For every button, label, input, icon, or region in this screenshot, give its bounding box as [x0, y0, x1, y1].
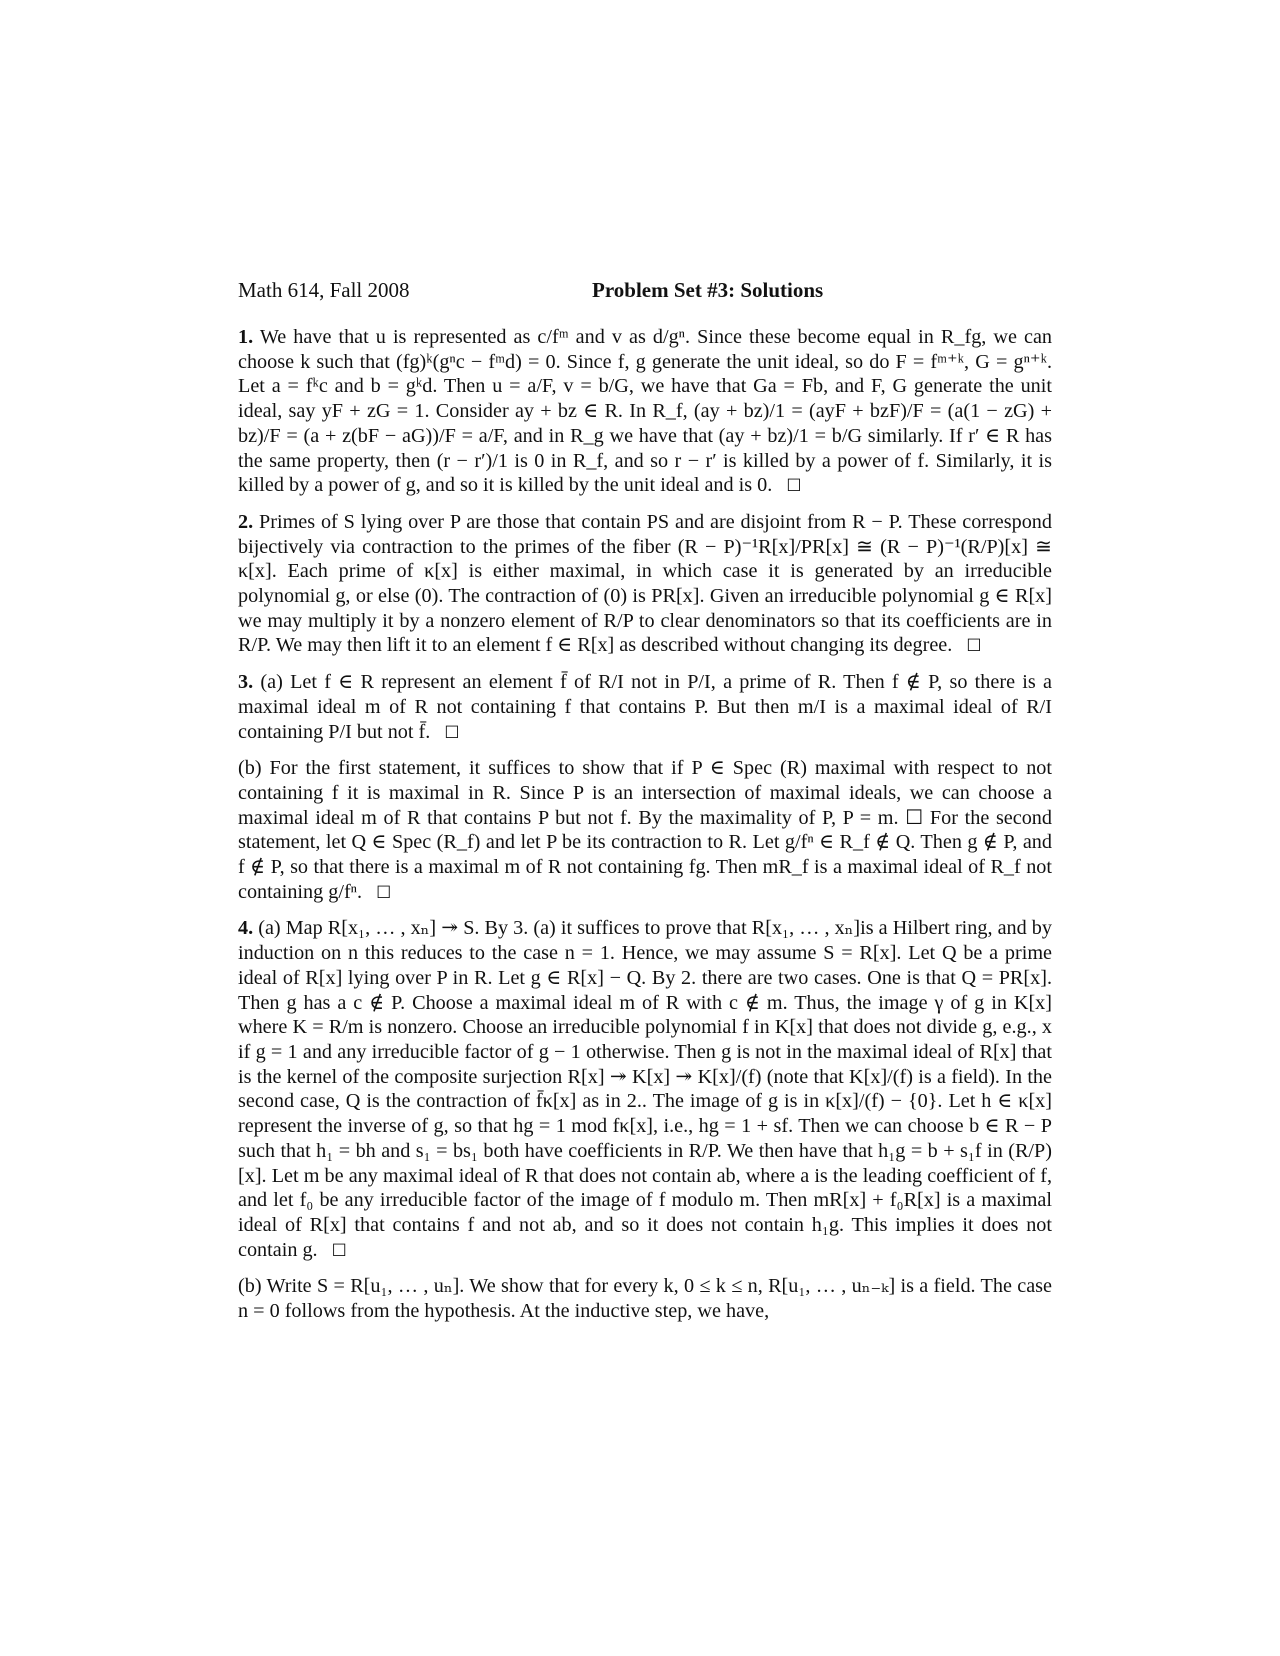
- problem-1: [238, 325, 1052, 499]
- problem-text: (a) Map R[x₁, … , xₙ] ↠ S. By 3. (a) it suffices to prove that R[x₁, … , xₙ]is a Hilbert ring, and by induction on n this reduces to the case n = 1. Hence, we may assume S = R[x]. Let Q be a prime ideal of R[x] lying over P in R. Let g ∈ R[x] − Q. By 2. there are two cases. One is that Q = PR[x]. Then g has a c ∉ P. Choose a maximal ideal m of R with c ∉ m. Thus, the image γ of g in K[x] where K = R/m is nonzero. Choose an irreducible polynomial f in K[x] that does not divide g, e.g., x if g = 1 and any irreducible factor of g − 1 otherwise. Then g is not in the maximal ideal of R[x] that is the kernel of the composite surjection R[x] ↠ K[x] ↠ K[x]/(f) (note that K[x]/(f) is a field). In the second case, Q is the contraction of f̄κ[x] as in 2.. The image of g is in κ[x]/(f) − {0}. Let h ∈ κ[x] represent the inverse of g, so that hg = 1 mod fκ[x], i.e., hg = 1 + sf. Then we can choose b ∈ R − P such that h₁ = bh and s₁ = bs₁ both have coefficients in R/P. We then have that h₁g = b + s₁f in (R/P)[x]. Let m be any maximal ideal of R that does not contain ab, where a is the leading coefficient of f, and let f₀ be any irreducible factor of the image of f modulo m. Then mR[x] + f₀R[x] is a maximal ideal of R[x] that contains f and not ab, and so it does not contain h₁g. This implies it does not contain g.: [238, 917, 1052, 1261]
- problem-number: 4.: [238, 917, 254, 940]
- problem-3b: [238, 756, 1052, 905]
- qed-icon: ☐: [331, 1240, 347, 1261]
- problem-text: (b) For the first statement, it suffices to show that if P ∈ Spec (R) maximal with respect to not containing f it is maximal in R. Since P is an intersection of maximal ideals, we can choose a maximal ideal m of R that contains P but not f. By the maximality of P, P = m. ☐ For the second statement, let Q ∈ Spec (R_f) and let P be its contraction to R. Let g/fⁿ ∈ R_f ∉ Q. Then g ∉ P, and f ∉ P, so that there is a maximal m of R not containing fg. Then mR_f is a maximal ideal of R_f not containing g/fⁿ.: [238, 757, 1052, 903]
- problem-3a: [238, 670, 1052, 745]
- course-label: Math 614, Fall 2008: [238, 278, 410, 302]
- qed-icon: ☐: [966, 636, 982, 657]
- qed-icon: ☐: [786, 476, 802, 497]
- problem-text: (b) Write S = R[u₁, … , uₙ]. We show that for every k, 0 ≤ k ≤ n, R[u₁, … , uₙ₋ₖ] is a field. The case n = 0 follows from the hypothesis. At the inductive step, we have,: [238, 1275, 1052, 1323]
- page-title: Problem Set #3: Solutions: [592, 278, 824, 302]
- problem-text: Primes of S lying over P are those that contain PS and are disjoint from R − P. These correspond bijectively via contraction to the primes of the fiber (R − P)⁻¹R[x]/PR[x] ≅ (R − P)⁻¹(R/P)[x] ≅ κ[x]. Each prime of κ[x] is either maximal, in which case it is generated by an irreducible polynomial g, or else (0). The contraction of (0) is PR[x]. Given an irreducible polynomial g ∈ R[x] we may multiply it by a nonzero element of R/P to clear denominators so that its coefficients are in R/P. We may then lift it to an element f ∈ R[x] as described without changing its degree.: [238, 510, 1052, 657]
- qed-icon: ☐: [376, 882, 392, 903]
- problem-4b: [238, 1274, 1052, 1323]
- problem-text: (a) Let f ∈ R represent an element f̄ of R/I not in P/I, a prime of R. Then f ∉ P, so there is a maximal ideal m of R not containing f that contains P. But then m/I is a maximal ideal of R/I containing P/I but not f̄.: [238, 671, 1053, 743]
- qed-icon: ☐: [444, 722, 460, 743]
- problem-number: 2.: [238, 510, 254, 533]
- problem-text: We have that u is represented as c/fᵐ and v as d/gⁿ. Since these become equal in R_fg, we can choose k such that (fg)ᵏ(gⁿc − fᵐd) = 0. Since f, g generate the unit ideal, so do F = fᵐ⁺ᵏ, G = gⁿ⁺ᵏ. Let a = fᵏc and b = gᵏd. Then u = a/F, v = b/G, we have that Ga = Fb, and F, G generate the unit ideal, say yF + zG = 1. Consider ay + bz ∈ R. In R_f, (ay + bz)/1 = (ayF + bzF)/F = (a(1 − zG) + bz)/F = (a + z(bF − aG))/F = a/F, and in R_g we have that (ay + bz)/1 = b/G similarly. If r′ ∈ R has the same property, then (r − r′)/1 is 0 in R_f, and so r − r′ is killed by a power of f. Similarly, it is killed by a power of g, and so it is killed by the unit ideal and is 0.: [238, 326, 1053, 497]
- problem-4a: [238, 916, 1052, 1263]
- document-body: [238, 325, 1052, 1335]
- problem-2: [238, 510, 1052, 659]
- problem-number: 1.: [238, 326, 254, 348]
- problem-number: 3.: [238, 671, 254, 694]
